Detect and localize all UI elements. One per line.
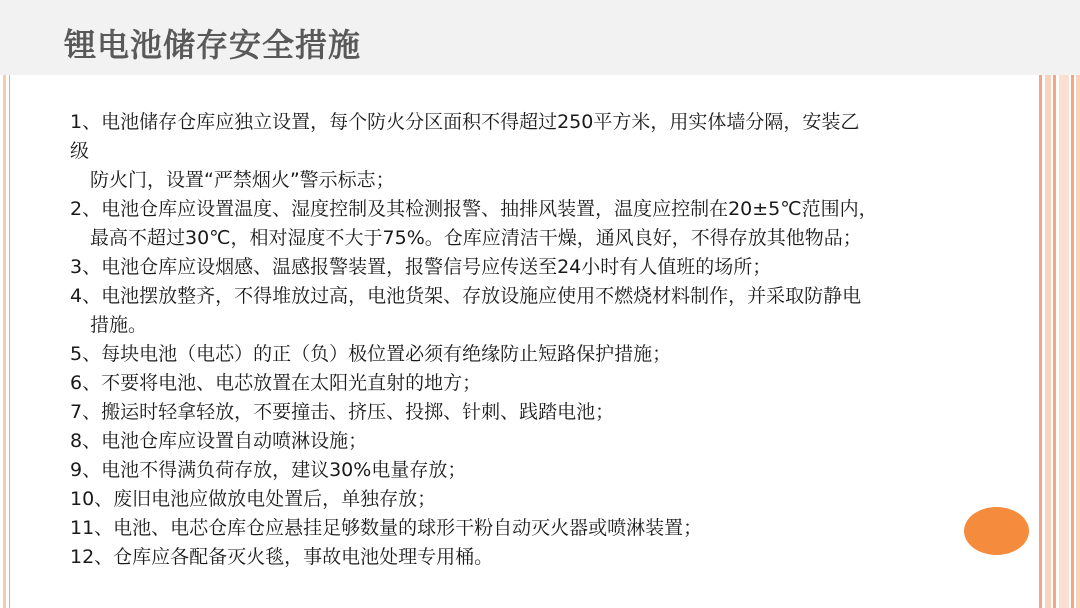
item-line: 措施。 bbox=[90, 314, 148, 336]
list-item-12 bbox=[70, 543, 1020, 572]
list-item-1 bbox=[70, 108, 1020, 195]
item-line: 4、电池摆放整齐，不得堆放过高，电池货架、存放设施应使用不燃烧材料制作，并采取防静电 bbox=[70, 285, 862, 307]
list-item-2 bbox=[70, 195, 1020, 253]
right-decorative-stripes bbox=[1039, 75, 1080, 608]
stripe bbox=[1053, 75, 1056, 608]
stripe bbox=[1059, 75, 1069, 608]
item-line: 6、不要将电池、电芯放置在太阳光直射的地方； bbox=[70, 372, 482, 394]
list-item-6 bbox=[70, 369, 1020, 398]
list-item-3 bbox=[70, 253, 1020, 282]
left-decorative-stripe bbox=[0, 75, 10, 608]
stripe bbox=[1039, 75, 1042, 608]
measures-list bbox=[70, 108, 1020, 572]
list-item-11 bbox=[70, 514, 1020, 543]
list-item-9 bbox=[70, 456, 1020, 485]
item-line: 9、电池不得满负荷存放，建议30%电量存放； bbox=[70, 459, 467, 481]
list-item-10 bbox=[70, 485, 1020, 514]
item-line: 12、仓库应各配备灭火毯，事故电池处理专用桶。 bbox=[70, 546, 494, 568]
stripe bbox=[1071, 75, 1074, 608]
item-line: 1、电池储存仓库应独立设置，每个防火分区面积不得超过250平方米，用实体墙分隔，安装乙 bbox=[70, 111, 860, 133]
item-line: 最高不超过30℃，相对湿度不大于75%。仓库应清洁干燥，通风良好，不得存放其他物品； bbox=[90, 227, 862, 249]
item-line: 2、电池仓库应设置温度、湿度控制及其检测报警、抽排风装置，温度应控制在20±5℃范围内， bbox=[70, 198, 878, 220]
list-item-7 bbox=[70, 398, 1020, 427]
page-title: 锂电池储存安全措施 bbox=[64, 26, 362, 64]
item-line: 级 bbox=[70, 140, 90, 162]
item-line: 3、电池仓库应设烟感、温感报警装置，报警信号应传送至24小时有人值班的场所； bbox=[70, 256, 772, 278]
stripe bbox=[1076, 75, 1080, 608]
item-line: 10、废旧电池应做放电处置后，单独存放； bbox=[70, 488, 437, 510]
item-line: 8、电池仓库应设置自动喷淋设施； bbox=[70, 430, 368, 452]
stripe bbox=[1045, 75, 1051, 608]
list-item-5 bbox=[70, 340, 1020, 369]
item-line: 防火门，设置“严禁烟火”警示标志； bbox=[90, 169, 395, 191]
list-item-4 bbox=[70, 282, 1020, 340]
item-line: 7、搬运时轻拿轻放，不要撞击、挤压、投掷、针刺、践踏电池； bbox=[70, 401, 615, 423]
item-line: 5、每块电池（电芯）的正（负）极位置必须有绝缘防止短路保护措施； bbox=[70, 343, 672, 365]
decorative-orange-circle bbox=[964, 507, 1029, 555]
item-line: 11、电池、电芯仓库仓应悬挂足够数量的球形干粉自动灭火器或喷淋装置； bbox=[70, 517, 703, 539]
left-stripe-inner bbox=[3, 75, 6, 608]
list-item-8 bbox=[70, 427, 1020, 456]
